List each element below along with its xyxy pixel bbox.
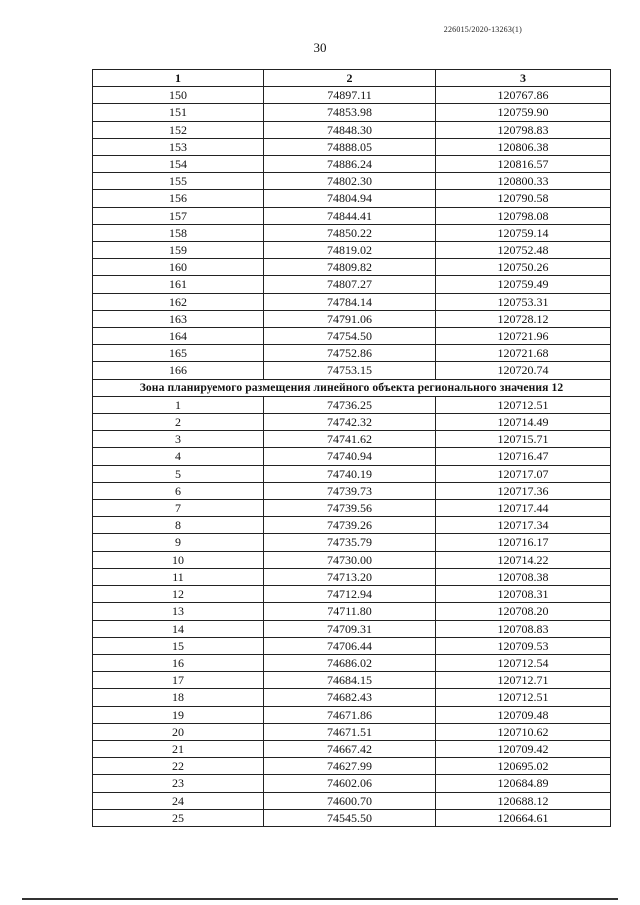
table-row <box>93 224 611 241</box>
table-row <box>93 620 611 637</box>
x-coordinate-cell: 74711.80 <box>264 603 436 620</box>
y-coordinate-cell: 120790.58 <box>436 190 611 207</box>
x-coordinate-cell: 74627.99 <box>264 758 436 775</box>
point-number-cell: 2 <box>93 414 264 431</box>
table-row <box>93 482 611 499</box>
table-row <box>93 156 611 173</box>
point-number-cell: 159 <box>93 242 264 259</box>
x-coordinate-cell: 74671.51 <box>264 723 436 740</box>
x-coordinate-cell: 74791.06 <box>264 310 436 327</box>
table-row <box>93 637 611 654</box>
x-coordinate-cell: 74754.50 <box>264 328 436 345</box>
y-coordinate-cell: 120717.36 <box>436 482 611 499</box>
point-number-cell: 10 <box>93 551 264 568</box>
table-row <box>93 723 611 740</box>
table-row <box>93 603 611 620</box>
y-coordinate-cell: 120759.49 <box>436 276 611 293</box>
point-number-cell: 161 <box>93 276 264 293</box>
x-coordinate-cell: 74739.73 <box>264 482 436 499</box>
page-number: 30 <box>313 40 327 55</box>
point-number-cell: 166 <box>93 362 264 379</box>
point-number-cell: 19 <box>93 706 264 723</box>
x-coordinate-cell: 74706.44 <box>264 637 436 654</box>
table-row <box>93 586 611 603</box>
x-coordinate-cell: 74713.20 <box>264 568 436 585</box>
point-number-cell: 4 <box>93 448 264 465</box>
point-number-cell: 1 <box>93 396 264 413</box>
section-title: Зона планируемого размещения линейного объекта регионального значения 12 <box>93 379 611 396</box>
point-number-cell: 9 <box>93 534 264 551</box>
x-coordinate-cell: 74802.30 <box>264 173 436 190</box>
y-coordinate-cell: 120750.26 <box>436 259 611 276</box>
table-row <box>93 276 611 293</box>
table-body-top <box>93 87 611 379</box>
y-coordinate-cell: 120753.31 <box>436 293 611 310</box>
point-number-cell: 158 <box>93 224 264 241</box>
table-row <box>93 775 611 792</box>
y-coordinate-cell: 120721.68 <box>436 345 611 362</box>
table-row <box>93 362 611 379</box>
point-number-cell: 153 <box>93 138 264 155</box>
point-number-cell: 25 <box>93 809 264 826</box>
x-coordinate-cell: 74886.24 <box>264 156 436 173</box>
table-row <box>93 706 611 723</box>
y-coordinate-cell: 120716.17 <box>436 534 611 551</box>
y-coordinate-cell: 120708.31 <box>436 586 611 603</box>
point-number-cell: 165 <box>93 345 264 362</box>
table-row <box>93 138 611 155</box>
y-coordinate-cell: 120708.83 <box>436 620 611 637</box>
point-number-cell: 156 <box>93 190 264 207</box>
section-heading <box>93 379 611 396</box>
y-coordinate-cell: 120798.83 <box>436 121 611 138</box>
y-coordinate-cell: 120715.71 <box>436 431 611 448</box>
y-coordinate-cell: 120712.54 <box>436 654 611 671</box>
x-coordinate-cell: 74736.25 <box>264 396 436 413</box>
y-coordinate-cell: 120688.12 <box>436 792 611 809</box>
point-number-cell: 155 <box>93 173 264 190</box>
footer-rule <box>22 898 618 900</box>
x-coordinate-cell: 74684.15 <box>264 672 436 689</box>
point-number-cell: 164 <box>93 328 264 345</box>
point-number-cell: 154 <box>93 156 264 173</box>
point-number-cell: 20 <box>93 723 264 740</box>
y-coordinate-cell: 120717.44 <box>436 500 611 517</box>
table-row <box>93 104 611 121</box>
table-row <box>93 517 611 534</box>
x-coordinate-cell: 74819.02 <box>264 242 436 259</box>
point-number-cell: 16 <box>93 654 264 671</box>
point-number-cell: 13 <box>93 603 264 620</box>
table-row <box>93 654 611 671</box>
y-coordinate-cell: 120710.62 <box>436 723 611 740</box>
x-coordinate-cell: 74807.27 <box>264 276 436 293</box>
table-row <box>93 792 611 809</box>
x-coordinate-cell: 74844.41 <box>264 207 436 224</box>
point-number-cell: 3 <box>93 431 264 448</box>
y-coordinate-cell: 120720.74 <box>436 362 611 379</box>
y-coordinate-cell: 120714.22 <box>436 551 611 568</box>
point-number-cell: 21 <box>93 740 264 757</box>
table-row <box>93 500 611 517</box>
table-row <box>93 87 611 104</box>
coordinates-table <box>92 69 611 827</box>
document-id: 226015/2020-13263(1) <box>443 25 522 34</box>
column-header: 2 <box>264 70 436 87</box>
y-coordinate-cell: 120800.33 <box>436 173 611 190</box>
point-number-cell: 11 <box>93 568 264 585</box>
table-row <box>93 431 611 448</box>
x-coordinate-cell: 74752.86 <box>264 345 436 362</box>
x-coordinate-cell: 74809.82 <box>264 259 436 276</box>
y-coordinate-cell: 120695.02 <box>436 758 611 775</box>
y-coordinate-cell: 120806.38 <box>436 138 611 155</box>
point-number-cell: 162 <box>93 293 264 310</box>
x-coordinate-cell: 74888.05 <box>264 138 436 155</box>
table-row <box>93 414 611 431</box>
table-row <box>93 465 611 482</box>
x-coordinate-cell: 74712.94 <box>264 586 436 603</box>
y-coordinate-cell: 120712.71 <box>436 672 611 689</box>
x-coordinate-cell: 74850.22 <box>264 224 436 241</box>
y-coordinate-cell: 120759.14 <box>436 224 611 241</box>
y-coordinate-cell: 120709.48 <box>436 706 611 723</box>
point-number-cell: 5 <box>93 465 264 482</box>
table-row <box>93 173 611 190</box>
x-coordinate-cell: 74897.11 <box>264 87 436 104</box>
point-number-cell: 8 <box>93 517 264 534</box>
table-row <box>93 190 611 207</box>
x-coordinate-cell: 74735.79 <box>264 534 436 551</box>
y-coordinate-cell: 120752.48 <box>436 242 611 259</box>
x-coordinate-cell: 74784.14 <box>264 293 436 310</box>
x-coordinate-cell: 74667.42 <box>264 740 436 757</box>
point-number-cell: 14 <box>93 620 264 637</box>
x-coordinate-cell: 74740.19 <box>264 465 436 482</box>
point-number-cell: 15 <box>93 637 264 654</box>
table-row <box>93 551 611 568</box>
point-number-cell: 22 <box>93 758 264 775</box>
table-row <box>93 293 611 310</box>
table-row <box>93 328 611 345</box>
table-row <box>93 740 611 757</box>
x-coordinate-cell: 74686.02 <box>264 654 436 671</box>
y-coordinate-cell: 120721.96 <box>436 328 611 345</box>
section-row <box>93 379 611 396</box>
point-number-cell: 12 <box>93 586 264 603</box>
y-coordinate-cell: 120798.08 <box>436 207 611 224</box>
x-coordinate-cell: 74742.32 <box>264 414 436 431</box>
table-row <box>93 672 611 689</box>
table-header-row <box>93 70 611 87</box>
y-coordinate-cell: 120684.89 <box>436 775 611 792</box>
x-coordinate-cell: 74682.43 <box>264 689 436 706</box>
column-header: 3 <box>436 70 611 87</box>
table-row <box>93 396 611 413</box>
table-body-bottom <box>93 396 611 826</box>
table-row <box>93 242 611 259</box>
table-row <box>93 809 611 826</box>
table-row <box>93 568 611 585</box>
y-coordinate-cell: 120728.12 <box>436 310 611 327</box>
point-number-cell: 150 <box>93 87 264 104</box>
table-row <box>93 207 611 224</box>
x-coordinate-cell: 74741.62 <box>264 431 436 448</box>
y-coordinate-cell: 120664.61 <box>436 809 611 826</box>
x-coordinate-cell: 74804.94 <box>264 190 436 207</box>
x-coordinate-cell: 74739.56 <box>264 500 436 517</box>
point-number-cell: 151 <box>93 104 264 121</box>
table-row <box>93 758 611 775</box>
y-coordinate-cell: 120759.90 <box>436 104 611 121</box>
table-row <box>93 345 611 362</box>
y-coordinate-cell: 120709.42 <box>436 740 611 757</box>
y-coordinate-cell: 120708.20 <box>436 603 611 620</box>
point-number-cell: 18 <box>93 689 264 706</box>
point-number-cell: 163 <box>93 310 264 327</box>
point-number-cell: 7 <box>93 500 264 517</box>
y-coordinate-cell: 120712.51 <box>436 689 611 706</box>
y-coordinate-cell: 120767.86 <box>436 87 611 104</box>
x-coordinate-cell: 74740.94 <box>264 448 436 465</box>
x-coordinate-cell: 74671.86 <box>264 706 436 723</box>
x-coordinate-cell: 74853.98 <box>264 104 436 121</box>
y-coordinate-cell: 120714.49 <box>436 414 611 431</box>
point-number-cell: 160 <box>93 259 264 276</box>
x-coordinate-cell: 74545.50 <box>264 809 436 826</box>
x-coordinate-cell: 74730.00 <box>264 551 436 568</box>
y-coordinate-cell: 120712.51 <box>436 396 611 413</box>
x-coordinate-cell: 74753.15 <box>264 362 436 379</box>
point-number-cell: 6 <box>93 482 264 499</box>
column-header: 1 <box>93 70 264 87</box>
point-number-cell: 152 <box>93 121 264 138</box>
y-coordinate-cell: 120716.47 <box>436 448 611 465</box>
x-coordinate-cell: 74602.06 <box>264 775 436 792</box>
y-coordinate-cell: 120717.34 <box>436 517 611 534</box>
table-row <box>93 259 611 276</box>
y-coordinate-cell: 120717.07 <box>436 465 611 482</box>
table-row <box>93 310 611 327</box>
table-row <box>93 448 611 465</box>
y-coordinate-cell: 120708.38 <box>436 568 611 585</box>
point-number-cell: 17 <box>93 672 264 689</box>
x-coordinate-cell: 74848.30 <box>264 121 436 138</box>
y-coordinate-cell: 120816.57 <box>436 156 611 173</box>
point-number-cell: 157 <box>93 207 264 224</box>
table-row <box>93 121 611 138</box>
point-number-cell: 23 <box>93 775 264 792</box>
y-coordinate-cell: 120709.53 <box>436 637 611 654</box>
x-coordinate-cell: 74739.26 <box>264 517 436 534</box>
x-coordinate-cell: 74709.31 <box>264 620 436 637</box>
table-row <box>93 534 611 551</box>
x-coordinate-cell: 74600.70 <box>264 792 436 809</box>
table-row <box>93 689 611 706</box>
point-number-cell: 24 <box>93 792 264 809</box>
